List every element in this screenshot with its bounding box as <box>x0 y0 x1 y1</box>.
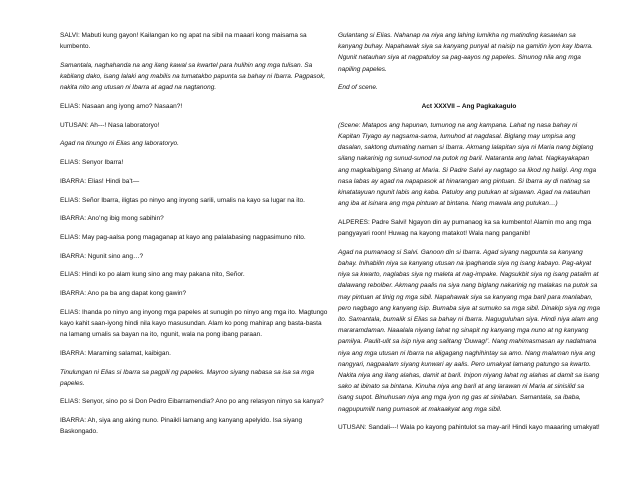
right-column <box>338 30 600 441</box>
stage-direction: End of scene. <box>338 84 378 92</box>
dialogue-line: UTUSAN: Sandali---! Wala po kayong pahintulot sa may-ari! Hindi kayo maaaring umakyat! <box>338 424 600 432</box>
stage-direction: Tinulungan ni Elias si Ibarra sa pagpili ng papeles. Mayroo siyang nabasa sa isa sa mga papeles. <box>60 368 314 387</box>
dialogue-line: UTUSAN: Ah---! Nasa laboratoryo! <box>60 121 160 129</box>
stage-direction: Agad na pumanaog si Salvi. Ganoon din si Ibarra. Agad siyang nagpunta sa kanyang bahay. Inihabilin niya sa kanyang utusan na ipaghanda siya ng isang kabayo. Pag-akyat niya sa kwarto, naglabas siya ng maleta at nag-impake. Nagsukbit siya ng isang patalim at dalawang rebolber. Akmang paalis na siya nang biglang nakarinig ng malakas na putok sa may pintuan at tinig ng mga sibil. Napahawak siya sa kanyang mga baril para manlaban, pero nagbago ang kanyang isip. Bumaba siya at sumuko sa mga sibil. Dinakip siya ng mga ito. Samantala, bumalik si Elias sa bahay ni Ibarra. Naguguluhan siya. Hindi niya alam ang mararamdaman. Naaalala niyang lahat ng sinapit ng kanyang mga nuno at ng kanyang pamilya. Paulit-ulit sa isip niya ang salitang ‘Duwag!’. Nang mahimasmasan ay nadatnana niya ang mga utusan ni Ibarra na aligagang naghihintay sa amo. Nang malaman niya ang nangyari, nagpaalam siyang kunwari ay aalis. Pero umakyat lamang patungo sa kwarto. Nakita niya ang ilang alahas, damit at baril. Inipon niyang lahat ng alahas at damit sa isang sako at ibinato sa bintana. Kinuha niya ang baril at ang larawan ni Maria at sinisilid sa isang supot. Binuhusan niya ang mga iyon ng gas at sinilaban. Samantala, sa ibaba, nagpupumilit nang pumasok at makaakyat ang mga sibil. <box>338 248 600 413</box>
left-column <box>60 30 328 445</box>
dialogue-line: IBARRA: Maraming salamat, kaibigan. <box>60 349 171 357</box>
act-heading: Act XXXVII – Ang Pagkakagulo <box>421 103 517 111</box>
dialogue-line: IBARRA: Ah, siya ang aking nuno. Pinaikli lamang ang kanyang apelyido. Isa siyang Baskongado. <box>60 417 303 436</box>
dialogue-line: IBARRA: Elias! Hindi ba’t— <box>60 177 140 185</box>
dialogue-line: ELIAS: Señor Ibarra, iligtas po ninyo ang inyong sarili, umalis na kayo sa lugar na ito. <box>60 196 305 204</box>
dialogue-line: SALVI: Mabuti kung gayon! Kailangan ko ng apat na sibil na maaari kong maisama sa kumbento. <box>60 32 307 51</box>
dialogue-line: ELIAS: Ihanda po ninyo ang inyong mga papeles at sunugin po ninyo ang mga ito. Magtungo kayo kahit saan-iyong hindi nila kayo masusundan. Alam ko pong mahirap ang basta-basta na lamang umalis sa bayan na ito, ngunit, wala na pong ibang paraan. <box>60 308 328 339</box>
dialogue-line: ELIAS: Senyor, sino po si Don Pedro Eibarramendia? Ano po ang relasyon ninyo sa kanya? <box>60 398 324 406</box>
dialogue-line: IBARRA: Ano pa ba ang dapat kong gawin? <box>60 290 187 298</box>
dialogue-line: ELIAS: Nasaan ang iyong amo? Nasaan?! <box>60 103 183 111</box>
stage-direction: Agad na tinungo ni Elias ang laboratoryo. <box>60 140 179 148</box>
dialogue-line: ALPERES: Padre Salvi! Ngayon din ay pumanaog ka sa kumbento! Alamin mo ang mga pangyayari roon! Huwag na kayong matakot! Wala nang panganib! <box>338 218 592 238</box>
stage-direction: Gulantang si Elias. Nahanap na niya ang lahing lumikha ng matinding kasawian sa kanyang buhay. Napahawak siya sa kanyang punyal at naisip na gamitin iyon kay Ibarra. Ngunit natauhan siya at nagpatuloy sa pag-aayos ng papeles. Sinunog nila ang mga napiling papeles. <box>338 32 593 73</box>
dialogue-line: ELIAS: Senyor Ibarra! <box>60 159 124 167</box>
dialogue-line: IBARRA: Ano’ng ibig mong sabihin? <box>60 215 164 223</box>
dialogue-line: ELIAS: May pag-aalsa pong magaganap at kayo ang palalabasing nagpasimuno nito. <box>60 233 306 241</box>
stage-direction: Samantala, naghahanda na ang ilang kawal sa kwartel para hulihin ang mga tulisan. Sa kabilang dako, isang lalaki ang mabilis na tumatakbo papunta sa bahay ni Ibarra. Pagpasok, nakita nito ang utusan ni Ibarra at agad na nagtanong. <box>60 61 326 92</box>
dialogue-line: ELIAS: Hindi ko po alam kung sino ang may pakana nito, Señor. <box>60 271 245 279</box>
dialogue-line: IBARRA: Ngunit sino ang…? <box>60 252 144 260</box>
stage-direction: (Scene: Matapos ang hapunan, tumunog na ang kampana. Lahat ng nasa bahay ni Kapitan Tiyago ay nagsama-sama, lumuhod at nagdasal. Biglang may umpisa ang dasalan, saktong dumating naman si Ibarra. Akmang lalapitan siya ni Maria nang biglang silang nakarinig ng sunud-sunod na putok ng baril. Nataranta ang lahat. Nagkayakapan ang magkaibigang Sinang at Maria. Si Padre Salvi ay nagtago sa likod ng haligi. Ang mga nasa labas ay agad na napapasok at hinarangan ang pintuan. Si Ibarra ay di natinag sa kinatatayuan ngunit labis ang kaba. Patuloy ang putukan at sigawan. Agad na natauhan ang iba at isinara ang mga pintuan at bintana. Nang mawala ang putukan…) <box>338 121 597 208</box>
